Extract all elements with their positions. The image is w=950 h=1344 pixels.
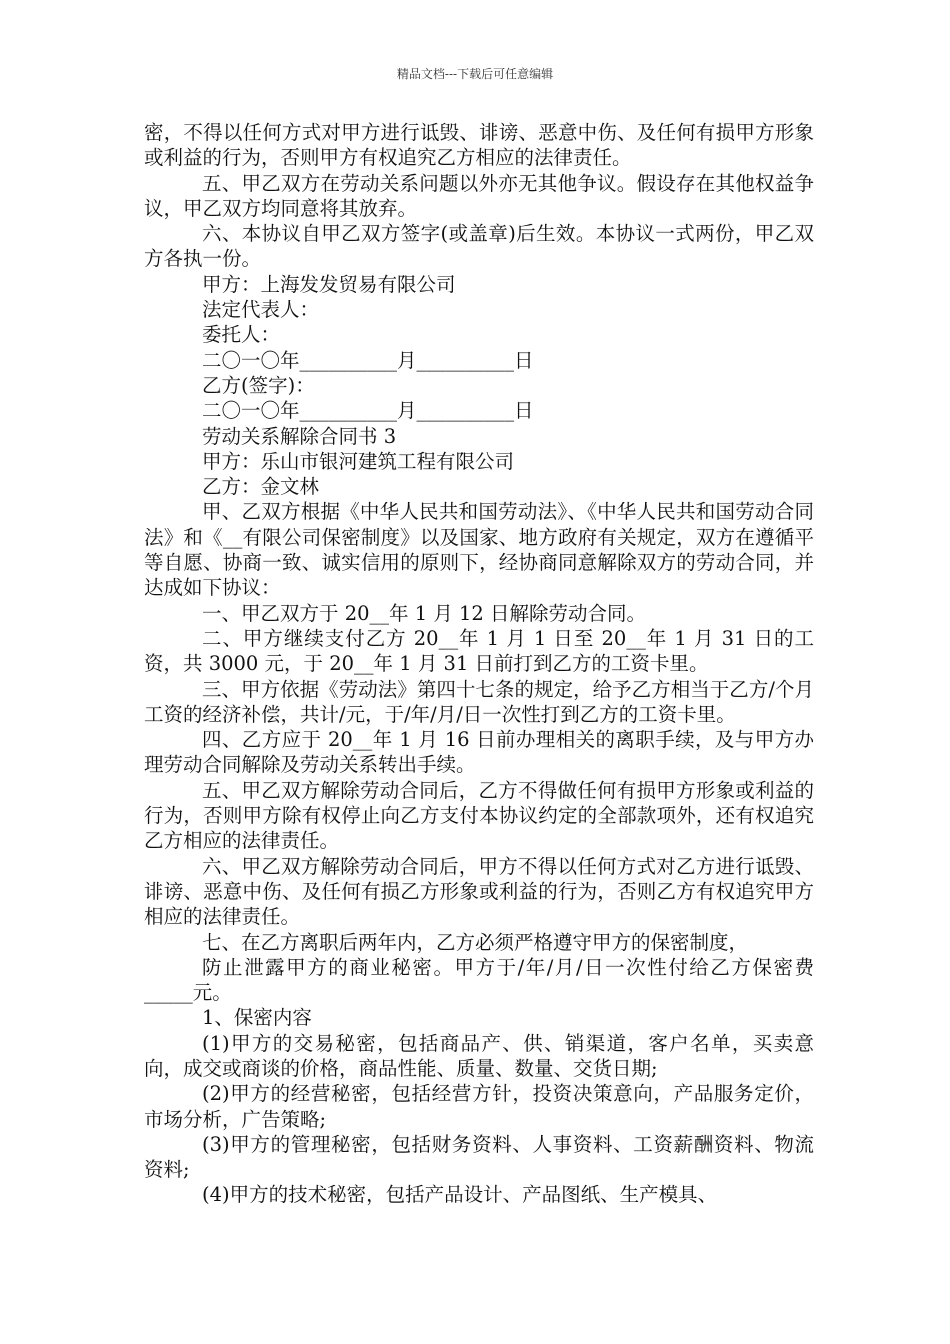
clause: 防止泄露甲方的商业秘密。甲方于/年/月/日一次性付给乙方保密费_____元。 bbox=[144, 955, 814, 1005]
agent-line: 委托人： bbox=[202, 323, 281, 347]
paragraph: 甲、乙双方根据《中华人民共和国劳动法》、《中华人民共和国劳动合同法》和《__有限公司保密制度》以及国家、地方政府有关规定，双方在遵循平等自愿、协商一致、诚实信用的原则下，经协商同意解除双方的劳动合同，并达成如下协议： bbox=[144, 500, 814, 600]
list-item: (2)甲方的经营秘密，包括经营方针，投资决策意向，产品服务定价，市场分析，广告策略; bbox=[144, 1082, 814, 1131]
party-b-signature-line: 乙方(签字)： bbox=[202, 373, 315, 397]
clause: 六、甲乙双方解除劳动合同后，甲方不得以任何方式对乙方进行诋毁、诽谤、恶意中伤、及任何有损乙方形象或利益的行为，否则乙方有权追究甲方相应的法律责任。 bbox=[144, 854, 814, 929]
list-item: (4)甲方的技术秘密，包括产品设计、产品图纸、生产模具、 bbox=[202, 1183, 718, 1207]
paragraph: 五、甲乙双方在劳动关系问题以外亦无其他争议。假设存在其他权益争议，甲乙双方均同意将其放弃。 bbox=[144, 171, 814, 220]
page-header: 精品文档---下载后可任意编辑 bbox=[396, 67, 554, 81]
clause: 二、甲方继续支付乙方 20__年 1 月 1 日至 20__年 1 月 31 日的工资，共 3000 元，于 20__年 1 月 31 日前打到乙方的工资卡里。 bbox=[144, 626, 814, 676]
clause: 一、甲乙双方于 20__年 1 月 12 日解除劳动合同。 bbox=[202, 601, 647, 625]
party-a-line: 甲方：上海发发贸易有限公司 bbox=[202, 272, 456, 296]
party-b-line: 乙方：金文林 bbox=[202, 475, 320, 499]
paragraph: 六、本协议自甲乙双方签字(或盖章)后生效。本协议一式两份，甲乙双方各执一份。 bbox=[144, 222, 814, 271]
clause: 四、乙方应于 20__年 1 月 16 日前办理相关的离职手续，及与甲方办理劳动合同解除及劳动关系转出手续。 bbox=[144, 728, 814, 777]
clause: 三、甲方依据《劳动法》第四十七条的规定，给予乙方相当于乙方/个月工资的经济补偿，共计/元，于/年/月/日一次性打到乙方的工资卡里。 bbox=[144, 677, 814, 726]
subsection-title: 1、保密内容 bbox=[202, 1006, 312, 1030]
list-item: (1)甲方的交易秘密，包括商品产、供、销渠道，客户名单，买卖意向，成交或商谈的价格，商品性能、质量、数量、交货日期; bbox=[144, 1031, 814, 1080]
party-a-line: 甲方：乐山市银河建筑工程有限公司 bbox=[202, 449, 515, 473]
clause: 七、在乙方离职后两年内，乙方必须严格遵守甲方的保密制度， bbox=[202, 930, 749, 954]
list-item: (3)甲方的管理秘密，包括财务资料、人事资料、工资薪酬资料、物流资料; bbox=[144, 1132, 814, 1182]
date-line: 二〇一〇年__________月__________日 bbox=[202, 399, 534, 423]
clause: 五、甲乙双方解除劳动合同后，乙方不得做任何有损甲方形象或利益的行为，否则甲方除有权停止向乙方支付本协议约定的全部款项外，还有权追究乙方相应的法律责任。 bbox=[144, 778, 814, 853]
date-line: 二〇一〇年__________月__________日 bbox=[202, 348, 534, 372]
legal-representative-line: 法定代表人： bbox=[202, 298, 320, 322]
section-title: 劳动关系解除合同书 3 bbox=[202, 424, 397, 448]
document-body bbox=[144, 120, 814, 1208]
paragraph: 密，不得以任何方式对甲方进行诋毁、诽谤、恶意中伤、及任何有损甲方形象或利益的行为，否则甲方有权追究乙方相应的法律责任。 bbox=[144, 121, 814, 170]
